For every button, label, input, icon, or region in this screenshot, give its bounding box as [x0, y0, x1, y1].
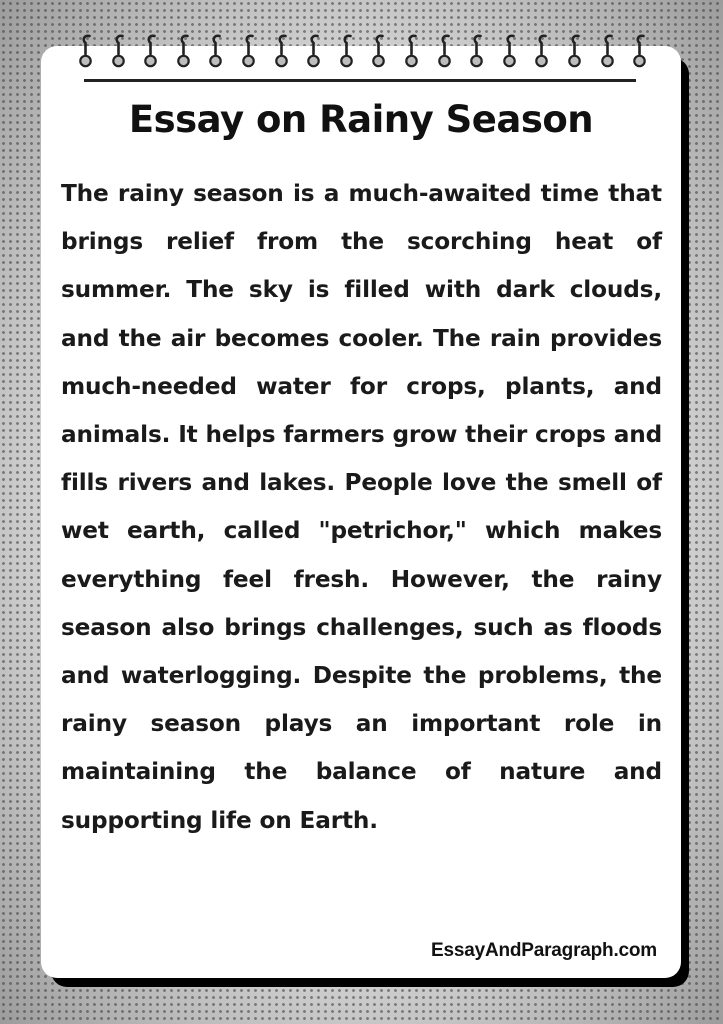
spiral-ring-icon — [175, 32, 195, 76]
spiral-ring-icon — [599, 32, 619, 76]
spiral-ring-icon — [631, 32, 651, 76]
spiral-ring-icon — [403, 32, 423, 76]
spiral-ring-icon — [240, 32, 260, 76]
essay-body: The rainy season is a much-awaited time that brings relief from the scorching heat of summer. The sky is filled with dark clouds, and the air becomes cooler. The rain provides much-needed water for crops, plants, and animals. It helps farmers grow their crops and fills rivers and lakes. People love the smell of wet earth, called "petrichor," which makes everything feel fresh. However, the rainy season also brings challenges, such as floods and waterlogging. Despite the problems, the rainy season plays an important role in maintaining the balance of nature and supporting life on Earth. — [61, 180, 663, 834]
spiral-binding — [41, 32, 681, 76]
spiral-ring-icon — [436, 32, 456, 76]
page-title: Essay on Rainy Season — [128, 98, 594, 141]
spiral-ring-icon — [273, 32, 293, 76]
title-divider — [84, 79, 636, 82]
source-watermark: EssayAndParagraph.com — [431, 940, 657, 961]
spiral-ring-icon — [110, 32, 130, 76]
spiral-ring-icon — [77, 32, 97, 76]
spiral-ring-icon — [533, 32, 553, 76]
spiral-ring-icon — [338, 32, 358, 76]
spiral-ring-icon — [370, 32, 390, 76]
spiral-ring-icon — [142, 32, 162, 76]
spiral-ring-icon — [207, 32, 227, 76]
spiral-ring-icon — [501, 32, 521, 76]
spiral-ring-icon — [305, 32, 325, 76]
spiral-ring-icon — [468, 32, 488, 76]
spiral-ring-icon — [566, 32, 586, 76]
